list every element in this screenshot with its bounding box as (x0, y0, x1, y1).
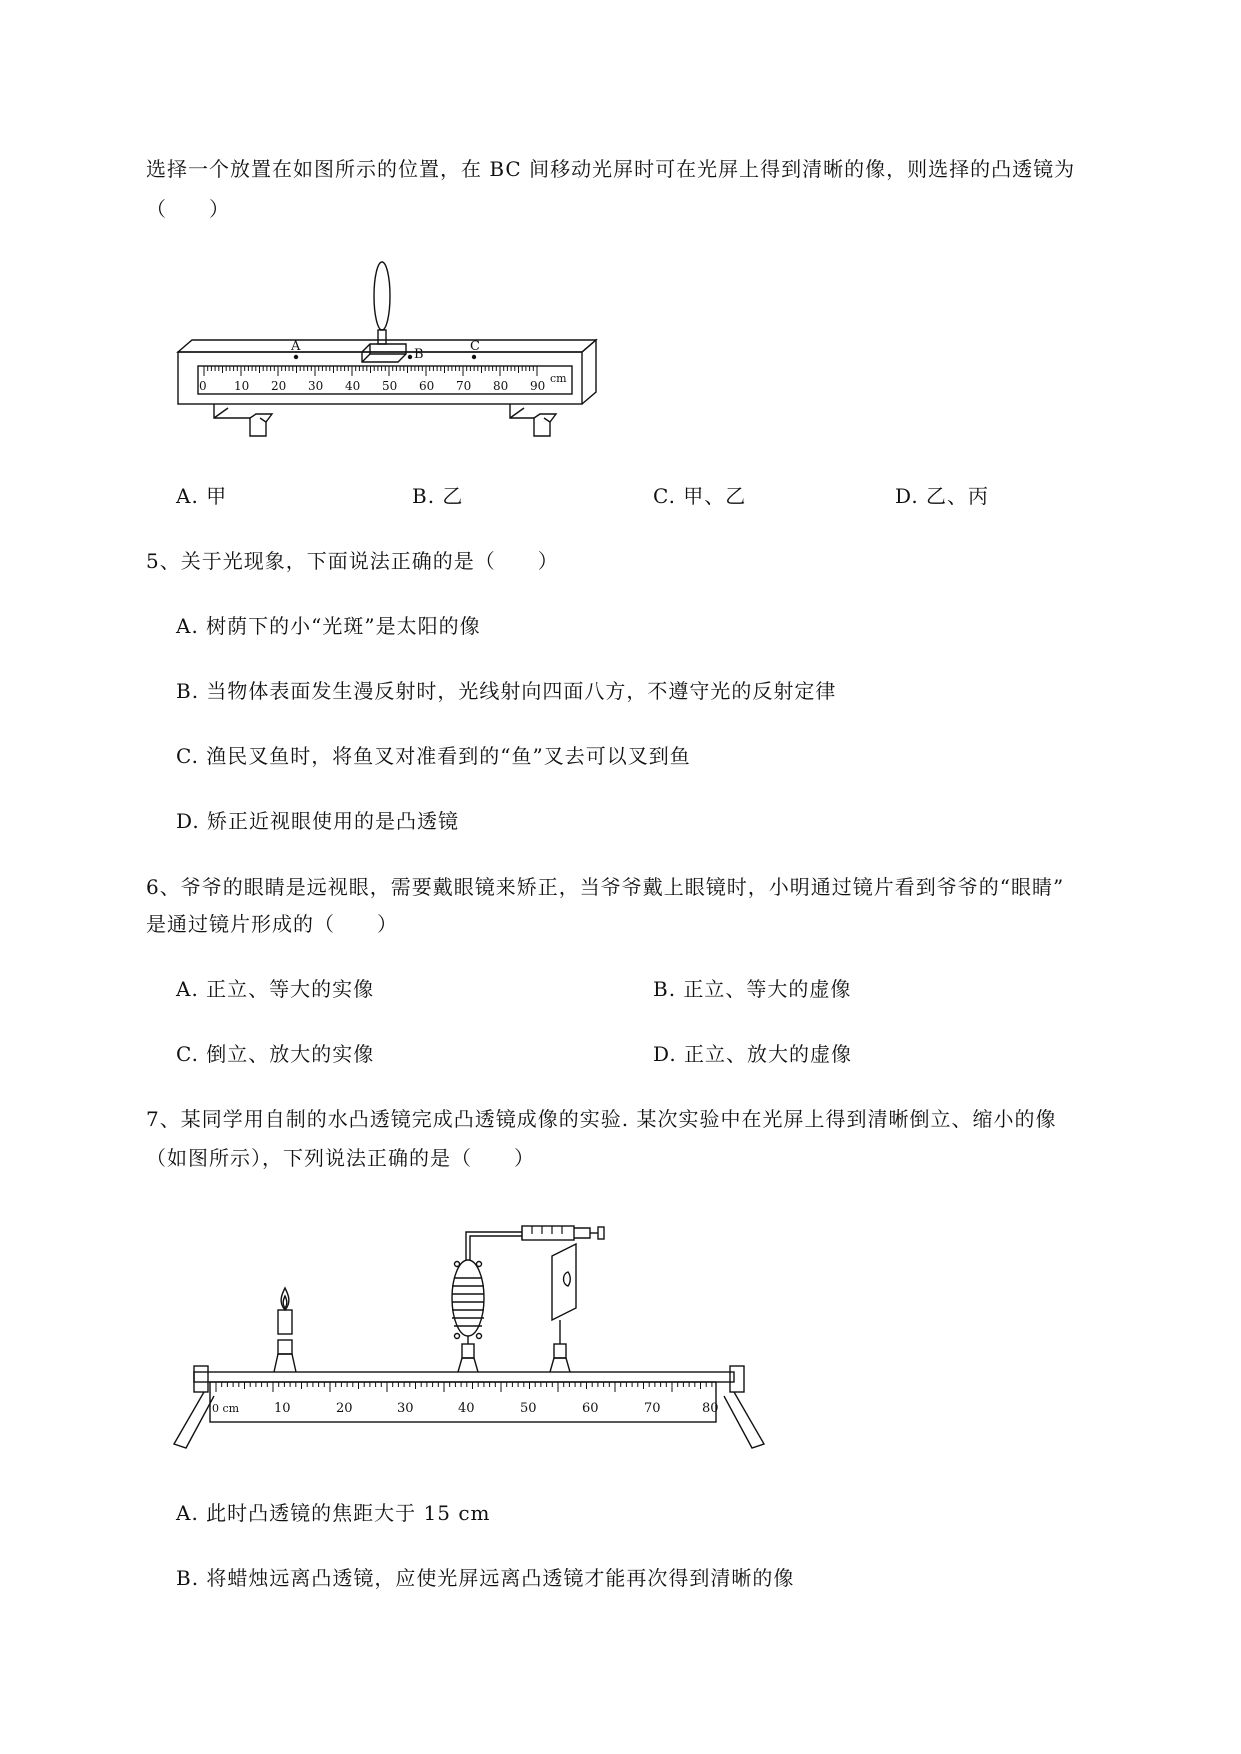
scale2-0: 0 cm (212, 1402, 240, 1415)
scale-unit: cm (550, 372, 567, 385)
scale2-10: 10 (274, 1401, 291, 1416)
scale-20: 20 (271, 379, 287, 393)
q7-option-a: A. 此时凸透镜的焦距大于 15 cm (176, 1501, 491, 1525)
q5-option-b: B. 当物体表面发生漫反射时，光线射向四面八方，不遵守光的反射定律 (176, 679, 837, 703)
q4-figure-optical-bench (170, 258, 610, 448)
q4-stem-line2: （ ） (146, 197, 230, 221)
scale2-70: 70 (644, 1401, 661, 1416)
q7-figure-optical-bench (170, 1212, 770, 1452)
q4-option-a: A. 甲 (176, 484, 228, 508)
q6-option-d: D. 正立、放大的虚像 (653, 1042, 853, 1066)
q5-option-d: D. 矫正近视眼使用的是凸透镜 (176, 809, 460, 833)
scale-0: 0 (199, 379, 207, 393)
scale-30: 30 (308, 379, 324, 393)
scale2-20: 20 (336, 1401, 353, 1416)
scale2-30: 30 (397, 1401, 414, 1416)
q6-stem-line1: 6、爷爷的眼睛是远视眼，需要戴眼镜来矫正，当爷爷戴上眼镜时，小明通过镜片看到爷爷的“眼睛” (146, 875, 1065, 899)
scale2-50: 50 (520, 1401, 537, 1416)
point-A: A (291, 339, 301, 354)
q5-stem: 5、关于光现象，下面说法正确的是（ ） (146, 549, 559, 573)
scale-50: 50 (382, 379, 398, 393)
q4-option-c: C. 甲、乙 (653, 484, 747, 508)
q6-option-a: A. 正立、等大的实像 (176, 977, 375, 1001)
q6-option-b: B. 正立、等大的虚像 (653, 977, 852, 1001)
scale-60: 60 (419, 379, 435, 393)
scale-10: 10 (234, 379, 250, 393)
q5-option-a: A. 树荫下的小“光斑”是太阳的像 (176, 614, 481, 638)
scale-40: 40 (345, 379, 361, 393)
q6-option-c: C. 倒立、放大的实像 (176, 1042, 375, 1066)
point-B: B (414, 347, 424, 362)
scale2-40: 40 (458, 1401, 475, 1416)
q7-stem-line2: （如图所示），下列说法正确的是（ ） (146, 1146, 535, 1170)
scale2-80: 80 (702, 1401, 719, 1416)
q7-option-b: B. 将蜡烛远离凸透镜，应使光屏远离凸透镜才能再次得到清晰的像 (176, 1566, 795, 1590)
q4-option-b: B. 乙 (412, 484, 464, 508)
q6-stem-line2: 是通过镜片形成的（ ） (146, 912, 398, 936)
q4-stem-line1: 选择一个放置在如图所示的位置，在 BC 间移动光屏时可在光屏上得到清晰的像，则选择的凸透镜为 (146, 157, 1076, 181)
point-C: C (470, 339, 480, 354)
scale-80: 80 (493, 379, 509, 393)
q4-option-d: D. 乙、丙 (895, 484, 990, 508)
q7-stem-line1: 7、某同学用自制的水凸透镜完成凸透镜成像的实验. 某次实验中在光屏上得到清晰倒立、缩小的像 (146, 1107, 1057, 1131)
scale-70: 70 (456, 379, 472, 393)
scale-90: 90 (530, 379, 546, 393)
q5-option-c: C. 渔民叉鱼时，将鱼叉对准看到的“鱼”叉去可以叉到鱼 (176, 744, 691, 768)
scale2-60: 60 (582, 1401, 599, 1416)
